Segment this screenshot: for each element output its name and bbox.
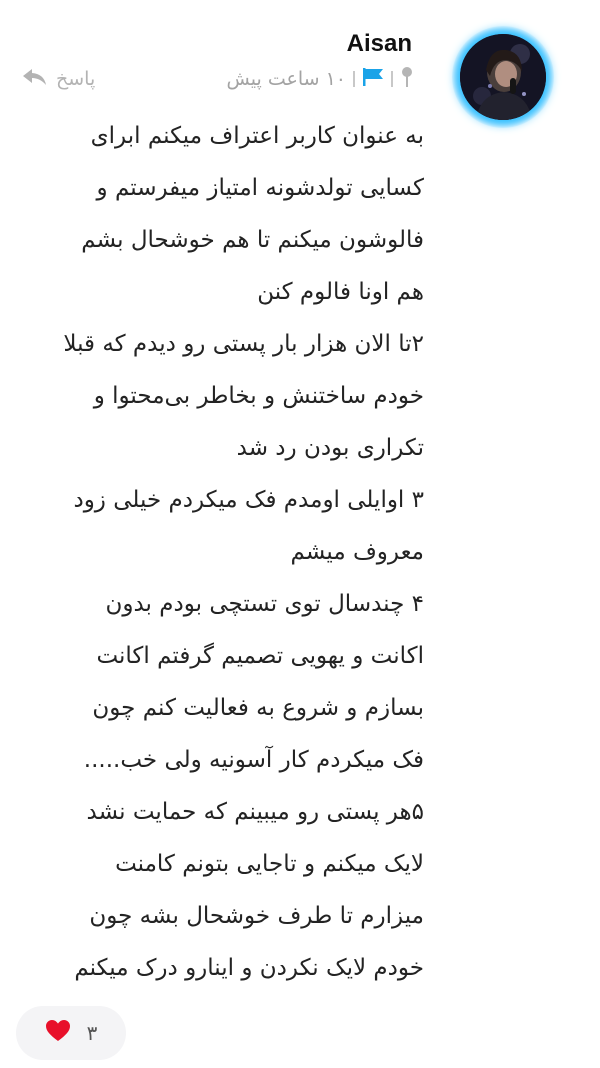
comment-line: اکانت و یهویی تصمیم گرفتم اکانت bbox=[96, 643, 424, 669]
heart-icon bbox=[45, 1019, 71, 1047]
author-name[interactable]: Aisan bbox=[346, 30, 412, 57]
comment-line: میزارم تا طرف خوشحال بشه چون bbox=[89, 903, 424, 929]
comment-line: خودم ساختنش و بخاطر بی‌محتوا و bbox=[93, 383, 424, 409]
flag-icon[interactable] bbox=[362, 67, 384, 92]
comment-line: ۵هر پستی رو میبینم که حمایت نشد bbox=[86, 799, 424, 825]
comment-line: فالوشون میکنم تا هم خوشحال بشم bbox=[81, 227, 424, 253]
comment-line: معروف میشم bbox=[290, 539, 424, 565]
like-count: ۳ bbox=[86, 1021, 98, 1045]
comment-meta bbox=[227, 64, 414, 94]
comment-line: ۴ چندسال توی تستچی بودم بدون bbox=[105, 591, 424, 617]
comment-line: تکراری بودن رد شد bbox=[236, 435, 424, 461]
comment-line: هم اونا فالوم کنن bbox=[257, 279, 424, 305]
avatar-image bbox=[460, 34, 546, 120]
pin-icon bbox=[400, 66, 414, 93]
meta-separator bbox=[353, 71, 355, 87]
comment-line: ۲تا الان هزار بار پستی رو دیدم که قبلا bbox=[63, 331, 424, 357]
meta-separator bbox=[391, 71, 393, 87]
avatar[interactable] bbox=[460, 34, 546, 120]
comment-line: ۳ اوایلی اومدم فک میکردم خیلی زود bbox=[73, 487, 424, 513]
comment-body bbox=[24, 110, 424, 994]
reply-label: پاسخ bbox=[56, 68, 96, 90]
avatar-glow[interactable] bbox=[452, 26, 554, 128]
comment-line: کسایی تولدشونه امتیاز میفرستم و bbox=[96, 175, 424, 201]
like-button[interactable] bbox=[16, 1006, 126, 1060]
comment-line: به عنوان کاربر اعتراف میکنم ابرای bbox=[90, 123, 424, 149]
comment-line: لایک میکنم و تاجایی بتونم کامنت bbox=[115, 851, 424, 877]
comment-line: فک میکردم کار آسونیه ولی خب..... bbox=[83, 747, 424, 773]
comment-line: خودم لایک نکردن و اینارو درک میکنم bbox=[74, 955, 424, 981]
comment-time: ۱۰ ساعت پیش bbox=[226, 68, 346, 90]
reply-button[interactable] bbox=[22, 64, 95, 94]
comment-line: بسازم و شروع به فعالیت کنم چون bbox=[92, 695, 424, 721]
reply-arrow-icon bbox=[22, 67, 48, 92]
